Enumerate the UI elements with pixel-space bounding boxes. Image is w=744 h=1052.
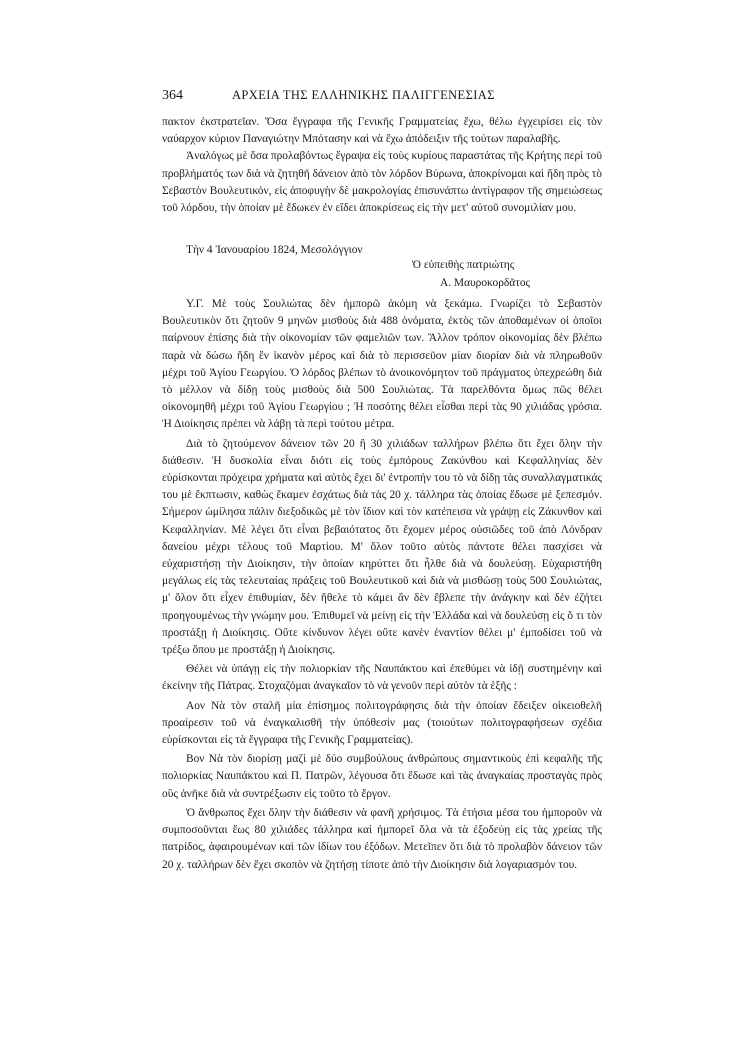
signature-block	[412, 256, 530, 292]
page-number: 364	[162, 88, 183, 103]
paragraph: Διὰ τὸ ζητούμενον δάνειον τῶν 20 ἢ 30 χιλιάδων ταλλήρων βλέπω ὅτι ἔχει ὅλην τὴν διάθεσιν. Ἡ δυσκολία εἶναι διότι εἰς τοὺς ἐμπόρους Ζακύνθου καὶ Κεφαλληνίας δὲν εὑρίσκονται πρόχειρα χρήματα καὶ αὐτὸς ἔχει δι' ἐντροπήν του τὸ νὰ δίδῃ τὰς συναλλαγματικάς του μὲ ἔκπτωσιν, καθὼς ἔκαμεν ἐσχάτως διὰ τὰς 20 χ. τάλληρα τὰς ὁποίας ἔδωσε μὲ ξεπεσμόν. Σήμερον ὡμίλησα πάλιν διεξοδικῶς μὲ τὸν ἴδιον καὶ τὸν κατέπεισα νὰ γράψῃ εἰς Ζάκυνθον καὶ Κεφαλληνίαν. Μὲ λέγει ὅτι εἶναι βεβαιότατος ὅτι ἔχομεν μέρος οὐσιῶδες τοῦ ἀπὸ Λόνδραν δανείου μέχρι τέλους τοῦ Μαρτίου. Μ' ὅλον τοῦτο αὐτὸς πάντοτε θέλει πασχίσει νὰ εὐχαριστήσῃ τὴν Διοίκησιν, τὴν ὁποίαν κηρύττει ὅτι ἦλθε διὰ νὰ δουλεύσῃ. Εὐχαριστήθη μεγάλως εἰς τὰς τελευταίας πράξεις τοῦ Βουλευτικοῦ καὶ διὰ νὰ μισθώσῃ τοὺς 500 Σουλιώτας, μ' ὅλον ὅτι εἶχεν ἐπιθυμίαν, δὲν ἤθελε τὸ κάμει ἂν δὲν ἔβλεπε τὴν ἀνάγκην καὶ δὲν ἐζήτει προηγουμένως τὴν γνώμην μου. Ἐπιθυμεῖ νὰ μείνῃ εἰς τὴν Ἑλλάδα καὶ νὰ δουλεύσῃ εἰς ὅ τι τὸν προστάξῃ ἡ Διοίκησις. Οὔτε κίνδυνον λέγει οὔτε κανὲν ἐναντίον θέλει μ' ἐμποδίσει τοῦ νὰ τρέξω ὅπου με προστάξῃ ἡ Διοίκησις.	[162, 437, 602, 657]
letter-body-top	[162, 114, 602, 217]
paragraph: Αον Νὰ τὸν σταλῆ μία ἐπίσημος πολιτογράφησις διὰ τὴν ὁποίαν ἔδειξεν οἰκειοθελῆ προαίρεσιν τοῦ νὰ ἐναγκαλισθῆ τὴν ὑπόθεσίν μας (τοιούτων πολιτογραφήσεων σχέδια εὑρίσκονται εἰς τὰ ἔγγραφα τῆς Γενικῆς Γραμματείας).	[162, 699, 602, 747]
signature-closing: Ὁ εὐπειθὴς πατριώτης	[412, 259, 515, 271]
dateline: Τὴν 4 Ἰανουαρίου 1824, Μεσολόγγιον	[186, 244, 363, 256]
page-header	[162, 88, 602, 108]
paragraph: Υ.Γ. Μὲ τοὺς Σουλιώτας δὲν ἠμπορῶ ἀκόμη νὰ ξεκάμω. Γνωρίζει τὸ Σεβαστὸν Βουλευτικὸν ὅτι ζητοῦν 9 μηνῶν μισθοὺς διὰ 488 ὀνόματα, ἐκτὸς τῶν ἀποθαμένων οἱ ὁποῖοι παίρνουν ἐπίσης διὰ τὴν οἰκονομίαν τῶν φαμελιῶν των. Ἄλλον τρόπον οἰκονομίας δὲν βλέπω παρὰ νὰ δώσω ἤδη ἓν ἱκανὸν μέρος καὶ διὰ τὸ περισσεῦον μίαν διορίαν διὰ νὰ πληρωθοῦν μέχρι τοῦ Ἁγίου Γεωργίου. Ὁ λόρδος βλέπων τὸ ἀνοικονόμητον τοῦ πράγματος ὑπεχρεώθη διὰ τὸ μέλλον νὰ δίδῃ τοὺς μισθοὺς διὰ 500 Σουλιώτας. Τὰ παρελθόντα ὅμως πῶς θέλει οἰκονομηθῆ μέχρι τοῦ Ἁγίου Γεωργίου ; Ἡ ποσότης θέλει εἶσθαι περὶ τὰς 90 χιλιάδας γρόσια. Ἡ Διοίκησις πρέπει νὰ λάβῃ τὰ περὶ τούτου μέτρα.	[162, 298, 602, 431]
paragraph: Ὁ ἄνθρωπος ἔχει ὅλην τὴν διάθεσιν νὰ φανῆ χρήσιμος. Τὰ ἐτήσια μέσα του ἠμποροῦν νὰ συμποσοῦνται ἕως 80 χιλιάδες τάλληρα καὶ ἠμπορεῖ ὅλα νὰ τὰ ἐξοδεύῃ εἰς τὰς χρείας τῆς πατρίδος, ἀφαιρουμένων καὶ τῶν ἰδίων του ἐξόδων. Μετεῖπεν ὅτι διὰ τὸ προλαβὸν δάνειον τῶν 20 χ. ταλλήρων δὲν ἔχει σκοπὸν νὰ ζητήσῃ τίποτε ἀπὸ τὴν Διοίκησιν διὰ λογαριασμόν του.	[162, 806, 602, 871]
postscript-body	[162, 296, 602, 874]
signature-name: Α. Μαυροκορδᾶτος	[440, 277, 531, 289]
running-title: ΑΡΧΕΙΑ ΤΗΣ ΕΛΛΗΝΙΚΗΣ ΠΑΛΙΓΓΕΝΕΣΙΑΣ	[232, 88, 495, 102]
paragraph: Ἀναλόγως μὲ ὅσα προλαβόντως ἔγραψα εἰς τοὺς κυρίους παραστάτας τῆς Κρήτης περὶ τοῦ προβλήματός των διὰ νὰ ζητηθῆ δάνειον ἀπὸ τὸν λόρδον Βύρωνα, ἀποκρίνομαι καὶ ἤδη πρὸς τὸ Σεβαστὸν Βουλευτικόν, εἰς ἀποφυγὴν δὲ μακρολογίας ἐπισυνάπτω ἀντίγραφον τῆς σημειώσεως τοῦ λόρδου, τὴν ὁποίαν μὲ ἔδωκεν ἐν εἴδει ἀποκρίσεως εἰς τὴν μετ' αὐτοῦ συνομιλίαν μου.	[162, 150, 602, 215]
paragraph: Θέλει νὰ ὑπάγῃ εἰς τὴν πολιορκίαν τῆς Ναυπάκτου καὶ ἐπεθύμει νὰ ἰδῇ συστημένην καὶ ἐκείνην τῆς Πάτρας. Στοχαζόμαι ἀναγκαῖον τὸ νὰ γενοῦν περὶ αὐτὸν τὰ ἑξῆς :	[162, 663, 602, 693]
paragraph: Βον Νὰ τὸν διορίσῃ μαζὶ μὲ δύο συμβούλους ἀνθρώπους σημαντικοὺς ἐπὶ κεφαλῆς τῆς πολιορκίας Ναυπάκτου καὶ Π. Πατρῶν, λέγουσα ὅτι ἔδωσε καὶ τὰς ἀναγκαίας προσταγὰς πρὸς οὓς ἀνῆκε διὰ νὰ συντρέξωσιν εἰς τοῦτο τὸ ἔργον.	[162, 753, 602, 800]
paragraph: πακτον ἐκστρατεῖαν. Ὅσα ἔγγραφα τῆς Γενικῆς Γραμματείας ἔχω, θέλω ἐγχειρίσει εἰς τὸν ναύαρχον κύριον Παναγιώτην Μπότασην καὶ νὰ ἔχω ἀπόδειξιν τῆς τούτων παραλαβῆς.	[162, 116, 602, 146]
